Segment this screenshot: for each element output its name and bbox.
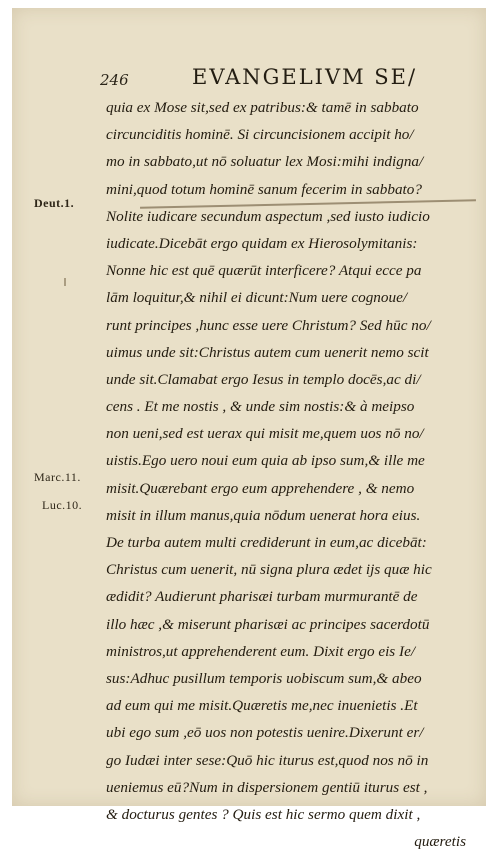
text-line: Christus cum uenerit, nū signa plura ædet ijs quæ hic: [106, 561, 432, 579]
text-line: ad eum qui me misit.Quæretis me,nec inuenietis .Et: [106, 697, 418, 715]
text-line: misit in illum manus,quia nōdum uenerat hora eius.: [106, 506, 421, 524]
running-head: [12, 63, 486, 89]
book-page: [12, 8, 486, 851]
margin-mark: [64, 278, 66, 286]
catchword: quæretis: [414, 833, 466, 851]
body-text: [106, 94, 478, 855]
text-line: go Iudæi inter sese:Quō hic iturus est,quod nos nō in: [106, 751, 429, 769]
text-line: illo hæc ,& miserunt pharisæi ac principes sacerdotū: [106, 615, 430, 633]
text-line: & docturus gentes ? Quis est hic sermo quem dixit ,: [106, 805, 421, 823]
text-line: mo in sabbato,ut nō soluatur lex Mosi:mihi indigna/: [106, 153, 424, 171]
running-title: EVANGELIVM SE/: [192, 65, 418, 89]
text-line: Nonne hic est quē quærūt interficere? Atqui ecce pa: [106, 262, 422, 280]
text-line: lām loquitur,& nihil ei dicunt:Num uere cognoue/: [106, 289, 408, 307]
margin-note-marc: Marc.11.: [34, 470, 81, 484]
text-line: sus:Adhuc pusillum temporis uobiscum sum,& abeo: [106, 669, 422, 687]
text-line: quia ex Mose sit,sed ex patribus:& tamē in sabbato: [106, 99, 419, 116]
text-line: ministros,ut apprehenderent eum. Dixit ergo eis Ie/: [106, 642, 416, 660]
margin-note-luc: Luc.10.: [42, 498, 83, 512]
text-line: Nolite iudicare secundum aspectum ,sed iusto iudicio: [106, 207, 430, 225]
text-line: ædidit? Audierunt pharisæi turbam murmurantē de: [106, 588, 418, 606]
page-number: 246: [100, 71, 129, 89]
text-line: cens . Et me nostis , & unde sim nostis:& à meipso: [106, 398, 415, 416]
text-line: circunciditis hominē. Si circuncisionem accipit ho/: [106, 126, 414, 144]
text-line: mini,quod totum hominē sanum fecerim in sabbato?: [106, 180, 422, 198]
text-line: uistis.Ego uero noui eum quia ab ipso sum,& ille me: [106, 452, 425, 470]
text-line: uimus unde sit:Christus autem cum uenerit nemo scit: [106, 343, 429, 361]
text-line: ubi ego sum ,eō uos non potestis uenire.Dixerunt er/: [106, 724, 424, 742]
text-line: unde sit.Clamabat ergo Iesus in templo docēs,ac di/: [106, 370, 421, 388]
text-line: De turba autem multi crediderunt in eum,ac dicebāt:: [106, 534, 427, 551]
text-line: iudicate.Dicebāt ergo quidam ex Hierosolymitanis:: [106, 234, 418, 252]
text-line: misit.Quærebant ergo eum apprehendere , & nemo: [106, 479, 415, 497]
text-line: non ueni,sed est uerax qui misit me,quem uos nō no/: [106, 425, 424, 443]
margin-note-deut: Deut.1.: [34, 196, 75, 210]
text-line: ueniemus eū?Num in dispersionem gentiū iturus est ,: [106, 778, 428, 796]
text-line: runt principes ,hunc esse uere Christum? Sed hūc no/: [106, 316, 431, 334]
